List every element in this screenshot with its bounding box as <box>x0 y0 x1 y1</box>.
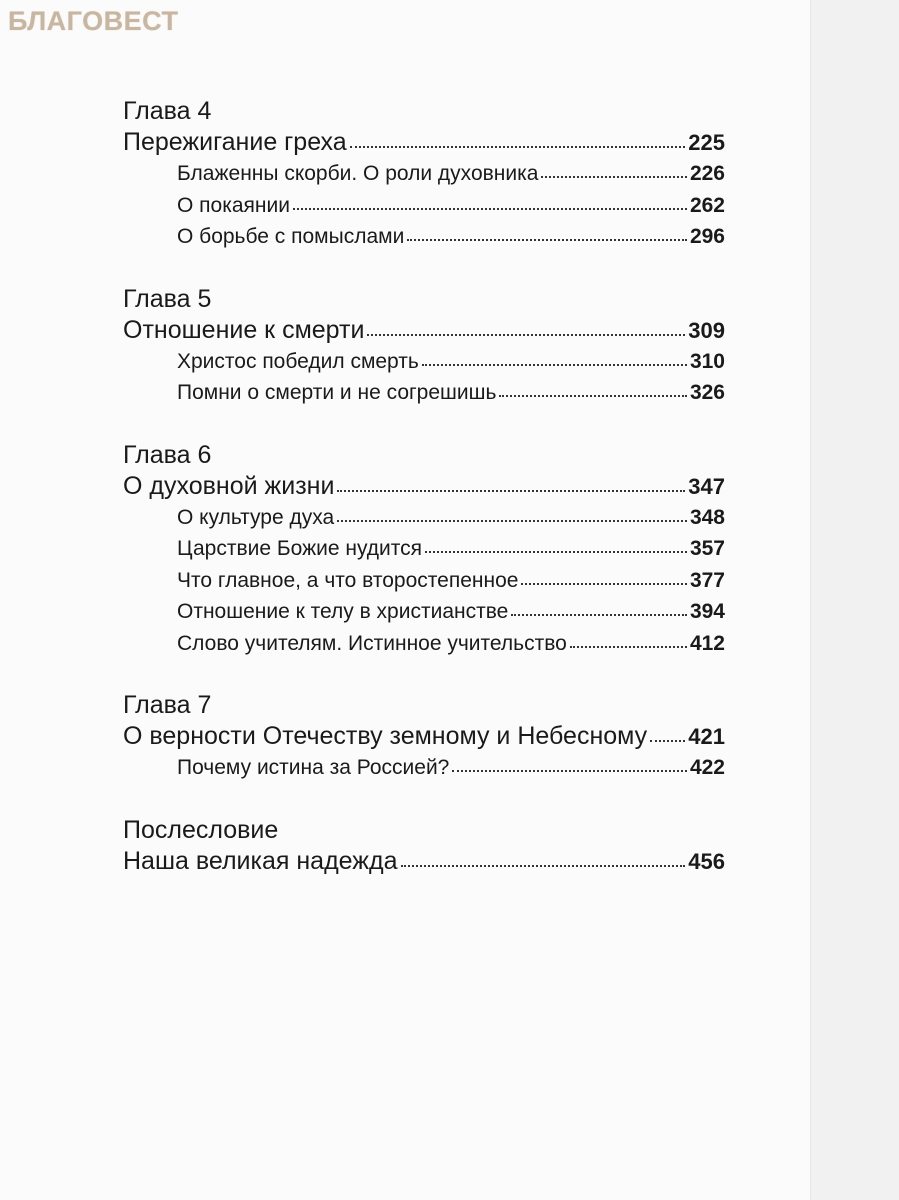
toc-sub-entry <box>123 502 725 534</box>
chapter-label: Глава 6 <box>123 440 212 469</box>
page-number: 357 <box>689 537 725 560</box>
toc-sub-entry <box>123 752 725 784</box>
entry-title: О борьбе с помыслами <box>177 225 405 248</box>
entry-title: Отношение к телу в христианстве <box>177 600 509 623</box>
page-number: 421 <box>688 724 725 749</box>
toc-section-chapter-6 <box>123 440 725 660</box>
dot-leader <box>367 334 685 336</box>
page-number: 347 <box>688 473 725 499</box>
page-number: 348 <box>689 505 725 529</box>
page-edge <box>810 0 899 1200</box>
dot-leader <box>422 364 687 366</box>
entry-title: Христос победил смерть <box>177 349 419 373</box>
entry-title: Царствие Божие нудится <box>177 537 423 560</box>
entry-title: Блаженны скорби. О роли духовника <box>177 162 539 185</box>
page-number: 377 <box>689 568 725 592</box>
entry-title: Слово учителям. Истинное учительство <box>177 631 567 655</box>
toc-main-entry <box>123 846 725 877</box>
dot-leader <box>499 395 687 397</box>
toc-main-entry <box>123 127 725 158</box>
toc-sub-entry <box>123 377 725 409</box>
dot-leader <box>452 770 687 772</box>
toc-sub-entry <box>123 533 725 565</box>
page-number: 262 <box>689 193 725 217</box>
entry-title: О духовной жизни <box>123 471 335 500</box>
dot-leader <box>350 146 686 148</box>
entry-title: Помни о смерти и не согрешишь <box>177 381 497 404</box>
page-number: 394 <box>689 600 725 623</box>
entry-title: Почему истина за Россией? <box>177 756 450 779</box>
toc-section-chapter-7 <box>123 690 725 784</box>
entry-title: О культуре духа <box>177 505 335 529</box>
chapter-label: Глава 7 <box>123 691 212 719</box>
page-number: 422 <box>689 756 725 779</box>
chapter-label: Глава 4 <box>123 97 212 125</box>
toc-section-chapter-5 <box>123 284 725 409</box>
dot-leader <box>521 583 687 585</box>
page-number: 326 <box>689 381 725 404</box>
page-number: 310 <box>689 349 725 373</box>
dot-leader <box>407 239 687 241</box>
dot-leader <box>293 208 687 210</box>
dot-leader <box>337 520 687 522</box>
entry-title: Что главное, а что второстепенное <box>177 568 519 592</box>
page-number: 412 <box>689 631 725 655</box>
dot-leader <box>570 646 687 648</box>
toc-sub-entry <box>123 346 725 378</box>
dot-leader <box>541 176 687 178</box>
entry-title: Наша великая надежда <box>123 846 398 875</box>
dot-leader <box>425 551 687 553</box>
entry-title: О верности Отечеству земному и Небесному <box>123 722 648 750</box>
toc-main-entry <box>123 721 725 752</box>
page-number: 226 <box>689 162 725 185</box>
toc-sub-entry <box>123 565 725 597</box>
toc-sub-entry <box>123 190 725 222</box>
entry-title: Отношение к смерти <box>123 315 365 344</box>
toc-section-chapter-4 <box>123 96 725 253</box>
table-of-contents <box>123 96 725 908</box>
toc-section-afterword <box>123 815 725 877</box>
chapter-label: Глава 5 <box>123 284 212 313</box>
toc-sub-entry <box>123 596 725 628</box>
page-number: 456 <box>688 848 725 874</box>
entry-title: Пережигание греха <box>123 128 347 156</box>
toc-sub-entry <box>123 158 725 190</box>
chapter-label: Послесловие <box>123 815 279 844</box>
page-number: 225 <box>688 130 725 155</box>
toc-sub-entry <box>123 221 725 253</box>
dot-leader <box>401 865 686 867</box>
toc-main-entry <box>123 471 725 502</box>
page-number: 309 <box>688 317 725 343</box>
watermark-logo: БЛАГОВЕСТ <box>8 6 179 36</box>
dot-leader <box>337 490 685 492</box>
dot-leader <box>650 740 685 742</box>
entry-title: О покаянии <box>177 193 290 217</box>
toc-main-entry <box>123 315 725 346</box>
page-number: 296 <box>689 225 725 248</box>
toc-sub-entry <box>123 628 725 660</box>
dot-leader <box>511 614 687 616</box>
